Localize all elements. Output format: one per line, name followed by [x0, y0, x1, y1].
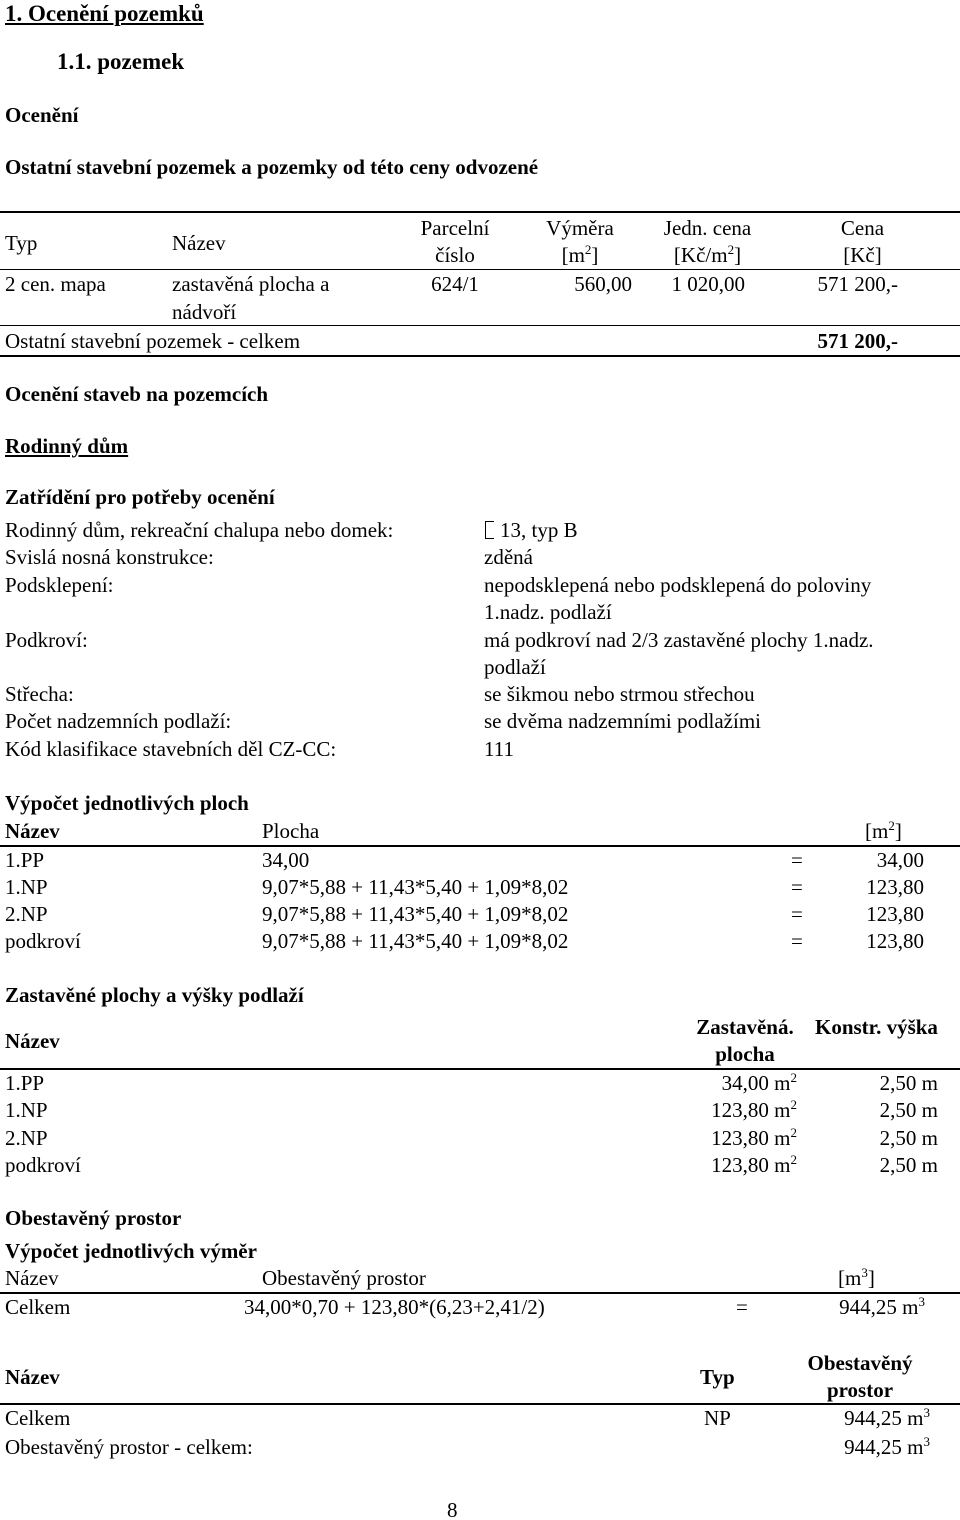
classification-label: Střecha:: [5, 682, 74, 706]
classification-value: 111: [484, 737, 514, 761]
areas-title: Výpočet jednotlivých ploch: [5, 791, 249, 815]
classification-label: Podsklepení:: [5, 573, 114, 597]
bracket-icon: [485, 518, 493, 540]
floors-header-area: Zastavěná. plocha: [696, 1015, 794, 1066]
classification-value: má podkroví nad 2/3 zastavěné plochy 1.nadz.: [484, 628, 874, 652]
summary-header-name: Název: [5, 1365, 60, 1389]
land-row-typ: 2 cen. mapa: [5, 272, 106, 296]
classification-value-cont: podlaží: [484, 655, 546, 679]
summary-row-name: Celkem: [5, 1406, 71, 1430]
table-total-rule: [0, 325, 960, 326]
classification-value: zděná: [484, 545, 533, 569]
areas-row-formula: 9,07*5,88 + 11,43*5,40 + 1,09*8,02: [262, 929, 569, 953]
building-name: Rodinný dům: [5, 434, 129, 458]
summary-row-value: 944,25 $m^3$: [844, 1405, 930, 1430]
category-heading: Ostatní stavební pozemek a pozemky od této ceny odvozené: [5, 155, 539, 179]
floors-row-height: 2,50 m: [879, 1153, 938, 1177]
areas-header-name: Název: [5, 819, 60, 843]
classification-value: se šikmou nebo strmou střechou: [484, 682, 755, 706]
areas-row-value: 123,80: [866, 902, 924, 926]
summary-header-obestaveny: Obestavěný prostor: [807, 1351, 913, 1402]
areas-row-name: podkroví: [5, 929, 81, 953]
classification-label: Svislá nosná konstrukce:: [5, 545, 214, 569]
page-number: 8: [447, 1498, 458, 1520]
volume-header-rule: [0, 1292, 960, 1294]
land-row-cena: 571 200,-: [817, 272, 898, 296]
floors-row-name: 1.PP: [5, 1071, 45, 1095]
areas-row-name: 1.NP: [5, 875, 48, 899]
col-header-typ: Typ: [5, 231, 38, 255]
floors-row-height: 2,50 m: [879, 1126, 938, 1150]
volume-calc-title: Výpočet jednotlivých výměr: [5, 1239, 257, 1263]
areas-row-name: 1.PP: [5, 848, 45, 872]
oceneni-heading: Ocenění: [5, 103, 79, 127]
areas-row-value: 123,80: [866, 929, 924, 953]
classification-label: Rodinný dům, rekreační chalupa nebo domek:: [5, 518, 394, 542]
table-rule: [0, 211, 960, 213]
land-row-nazev: zastavěná plocha a: [172, 272, 330, 296]
floors-title: Zastavěné plochy a výšky podlaží: [5, 983, 304, 1007]
floors-header-rule: [0, 1068, 960, 1070]
col-header-vymera: Výměra $[m^2]$: [546, 216, 614, 267]
land-row-jedn-cena: 1 020,00: [671, 272, 745, 296]
floors-row-name: 1.NP: [5, 1098, 48, 1122]
col-header-cena: Cena [Kč]: [840, 216, 885, 267]
areas-row-eq: =: [791, 848, 803, 872]
floors-row-area: 123,80 $m^2$: [711, 1152, 797, 1177]
volume-header-name: Název: [5, 1266, 59, 1290]
classification-heading: Zatřídění pro potřeby ocenění: [5, 485, 275, 509]
areas-row-name: 2.NP: [5, 902, 48, 926]
buildings-heading: Ocenění staveb na pozemcích: [5, 382, 269, 406]
areas-row-value: 34,00: [876, 848, 924, 872]
areas-row-eq: =: [791, 875, 803, 899]
classification-label: Kód klasifikace stavebních děl CZ-CC:: [5, 737, 337, 761]
floors-row-area: 123,80 $m^2$: [711, 1125, 797, 1150]
areas-row-eq: =: [791, 902, 803, 926]
areas-header-plocha: Plocha: [262, 819, 320, 843]
classification-label: Podkroví:: [5, 628, 88, 652]
col-header-nazev: Název: [172, 231, 226, 255]
col-header-jedn-cena: Jedn. cena $[Kč/m^2]$: [663, 216, 752, 267]
floors-row-area: 123,80 $m^2$: [711, 1097, 797, 1122]
volume-row-eq: =: [736, 1295, 748, 1319]
land-row-parcelni: 624/1: [431, 272, 479, 296]
areas-row-formula: 9,07*5,88 + 11,43*5,40 + 1,09*8,02: [262, 875, 569, 899]
subsection-heading: 1.1. pozemek: [57, 49, 185, 74]
land-total-value: 571 200,-: [817, 329, 898, 353]
floors-row-height: 2,50 m: [879, 1098, 938, 1122]
summary-total-value: 944,25 $m^3$: [844, 1434, 930, 1459]
floors-row-area: 34,00 $m^2$: [721, 1070, 797, 1095]
areas-header-unit: $[m^2]$: [865, 818, 902, 843]
summary-row-typ: NP: [704, 1406, 731, 1430]
col-header-parcelni: Parcelní číslo: [420, 216, 490, 267]
areas-row-formula: 34,00: [262, 848, 310, 872]
areas-row-value: 123,80: [866, 875, 924, 899]
volume-header-unit: $[m^3]$: [838, 1265, 875, 1290]
table-bottom-rule: [0, 355, 960, 357]
floors-header-height: Konstr. výška: [815, 1015, 938, 1039]
table-header-rule: [0, 269, 960, 270]
floors-header-name: Název: [5, 1029, 60, 1053]
floors-row-name: 2.NP: [5, 1126, 48, 1150]
volume-row-formula: 34,00*0,70 + 123,80*(6,23+2,41/2): [244, 1295, 545, 1319]
classification-value: 13, typ B: [500, 518, 578, 542]
volume-row-name: Celkem: [5, 1295, 71, 1319]
areas-row-eq: =: [791, 929, 803, 953]
summary-header-rule: [0, 1403, 960, 1405]
volume-title: Obestavěný prostor: [5, 1206, 182, 1230]
volume-row-value: 944,25 $m^3$: [839, 1294, 925, 1319]
floors-row-height: 2,50 m: [879, 1071, 938, 1095]
summary-header-typ: Typ: [700, 1365, 735, 1389]
land-row-vymera: 560,00: [574, 272, 632, 296]
classification-value: se dvěma nadzemními podlažími: [484, 709, 761, 733]
land-row-nazev-cont: nádvoří: [172, 300, 237, 324]
land-total-label: Ostatní stavební pozemek - celkem: [5, 329, 301, 353]
classification-value: nepodsklepená nebo podsklepená do poloviny: [484, 573, 872, 597]
summary-total-label: Obestavěný prostor - celkem:: [5, 1435, 253, 1459]
areas-row-formula: 9,07*5,88 + 11,43*5,40 + 1,09*8,02: [262, 902, 569, 926]
volume-header-prostor: Obestavěný prostor: [262, 1266, 426, 1290]
classification-value-cont: 1.nadz. podlaží: [484, 600, 612, 624]
section-heading: 1. Ocenění pozemků: [5, 1, 204, 26]
floors-row-name: podkroví: [5, 1153, 81, 1177]
areas-header-rule: [0, 845, 960, 847]
classification-label: Počet nadzemních podlaží:: [5, 709, 232, 733]
